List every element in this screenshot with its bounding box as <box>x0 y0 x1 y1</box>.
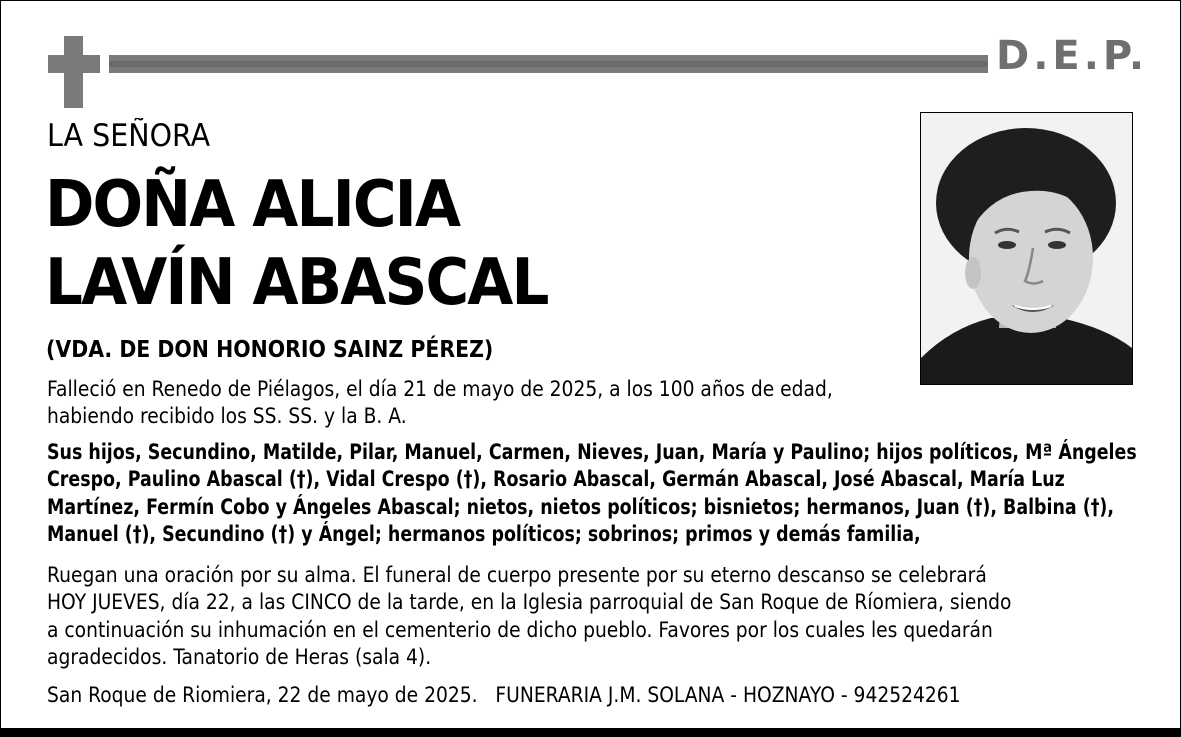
funeral-info-line: HOY JUEVES, día 22, a las CINCO de la tarde, en la Iglesia parroquial de San Roque de Ríomiera, siendo <box>47 590 1012 614</box>
portrait-image <box>921 113 1132 384</box>
dep-label: D.E.P. <box>996 33 1149 79</box>
death-info-line: Falleció en Renedo de Piélagos, el día 21 de mayo de 2025, a los 100 años de edad, <box>47 377 833 401</box>
footer-line: San Roque de Riomiera, 22 de mayo de 2025. FUNERARIA J.M. SOLANA - HOZNAYO - 942524261 <box>47 683 961 707</box>
funeral-info-line: a continuación su inhumación en el cementerio de dicho pueblo. Favores por los cuales les quedarán <box>47 618 993 642</box>
funeral-info-line: agradecidos. Tanatorio de Heras (sala 4). <box>47 645 432 669</box>
portrait-photo <box>920 112 1133 385</box>
funeral-info-line: Ruegan una oración por su alma. El funeral de cuerpo presente por su eterno descanso se celebrará <box>47 563 987 587</box>
family-line: Sus hijos, Secundino, Matilde, Pilar, Manuel, Carmen, Nieves, Juan, María y Paulino; hijos políticos, Mª Ángeles <box>47 440 1137 464</box>
widow-of-line: (VDA. DE DON HONORIO SAINZ PÉREZ) <box>46 337 494 363</box>
deceased-name-line1: DOÑA ALICIA <box>45 168 460 242</box>
family-line: Martínez, Fermín Cobo y Ángeles Abascal; nietos, nietos políticos; bisnietos; hermanos, Juan (†), Balbina (†), <box>47 495 1115 519</box>
cross-icon-arm <box>48 55 100 73</box>
family-line: Manuel (†), Secundino (†) y Ángel; hermanos políticos; sobrinos; primos y demás familia, <box>47 522 921 546</box>
header-rule <box>109 55 988 73</box>
intro-label: LA SEÑORA <box>47 118 211 154</box>
family-line: Crespo, Paulino Abascal (†), Vidal Crespo (†), Rosario Abascal, Germán Abascal, José Abascal, María Luz <box>47 467 1065 491</box>
death-info-line: habiendo recibido los SS. SS. y la B. A. <box>47 404 407 428</box>
deceased-name-line2: LAVÍN ABASCAL <box>45 246 548 320</box>
bottom-bar <box>0 728 1181 737</box>
